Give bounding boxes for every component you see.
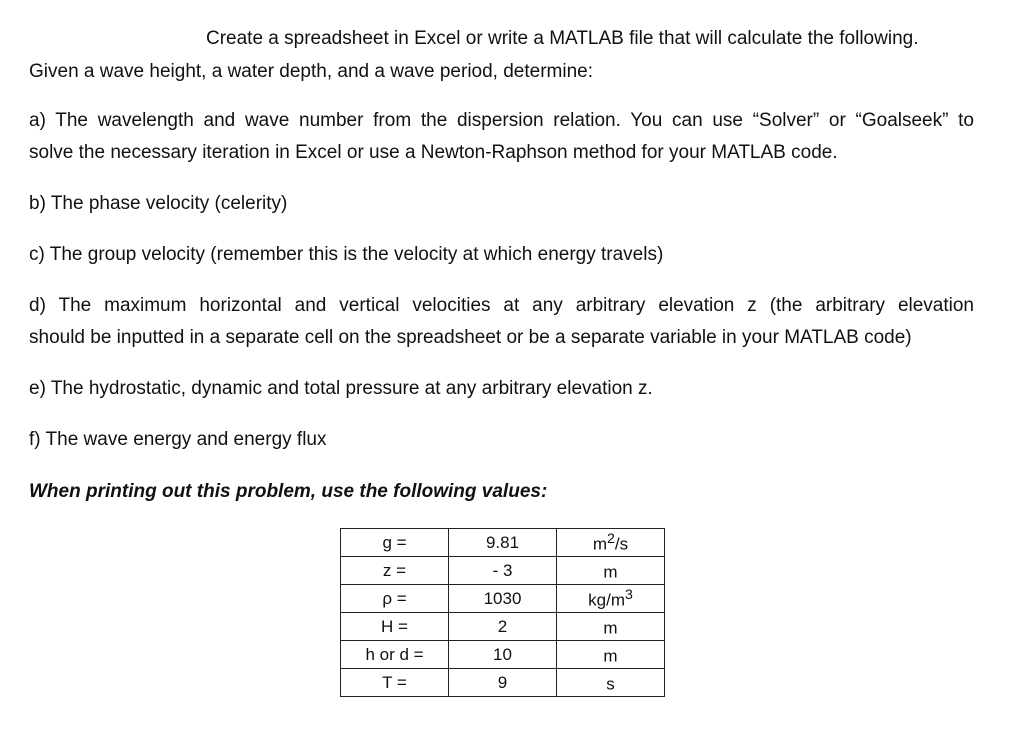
param-label: g =	[341, 529, 449, 557]
item-d-line-2: should be inputted in a separate cell on the spreadsheet or be a separate variable in your MATLAB code)	[29, 327, 912, 348]
param-label: T =	[341, 669, 449, 697]
param-value: 9	[449, 669, 557, 697]
param-value: 9.81	[449, 529, 557, 557]
intro-line-1: Create a spreadsheet in Excel or write a MATLAB file that will calculate the following.	[206, 28, 919, 49]
param-unit: m	[557, 557, 665, 585]
item-a-line-1: a) The wavelength and wave number from the dispersion relation. You can use “Solver” or “Goalseek” to	[29, 110, 974, 131]
item-a-line-2: solve the necessary iteration in Excel or use a Newton-Raphson method for your MATLAB code.	[29, 142, 838, 163]
table-row	[341, 613, 665, 641]
param-unit: $m^2/s$	[557, 529, 665, 557]
table-row	[341, 529, 665, 557]
param-unit: s	[557, 669, 665, 697]
param-value: - 3	[449, 557, 557, 585]
values-table	[340, 528, 665, 697]
param-label: h or d =	[341, 641, 449, 669]
item-e: e) The hydrostatic, dynamic and total pressure at any arbitrary elevation z.	[29, 378, 653, 399]
table-row	[341, 669, 665, 697]
item-d-line-1: d) The maximum horizontal and vertical velocities at any arbitrary elevation z (the arbitrary elevation	[29, 295, 974, 316]
table-row	[341, 585, 665, 613]
item-f: f) The wave energy and energy flux	[29, 429, 327, 450]
table-row	[341, 557, 665, 585]
param-unit: $kg/m^3$	[557, 585, 665, 613]
values-note: When printing out this problem, use the following values:	[29, 481, 548, 502]
param-label: H =	[341, 613, 449, 641]
item-b: b) The phase velocity (celerity)	[29, 193, 288, 214]
param-label: ρ =	[341, 585, 449, 613]
table-row	[341, 641, 665, 669]
param-value: 10	[449, 641, 557, 669]
item-c: c) The group velocity (remember this is the velocity at which energy travels)	[29, 244, 664, 265]
param-value: 2	[449, 613, 557, 641]
param-unit: m	[557, 613, 665, 641]
intro-line-2: Given a wave height, a water depth, and a wave period, determine:	[29, 61, 594, 82]
param-value: 1030	[449, 585, 557, 613]
param-unit: m	[557, 641, 665, 669]
param-label: z =	[341, 557, 449, 585]
